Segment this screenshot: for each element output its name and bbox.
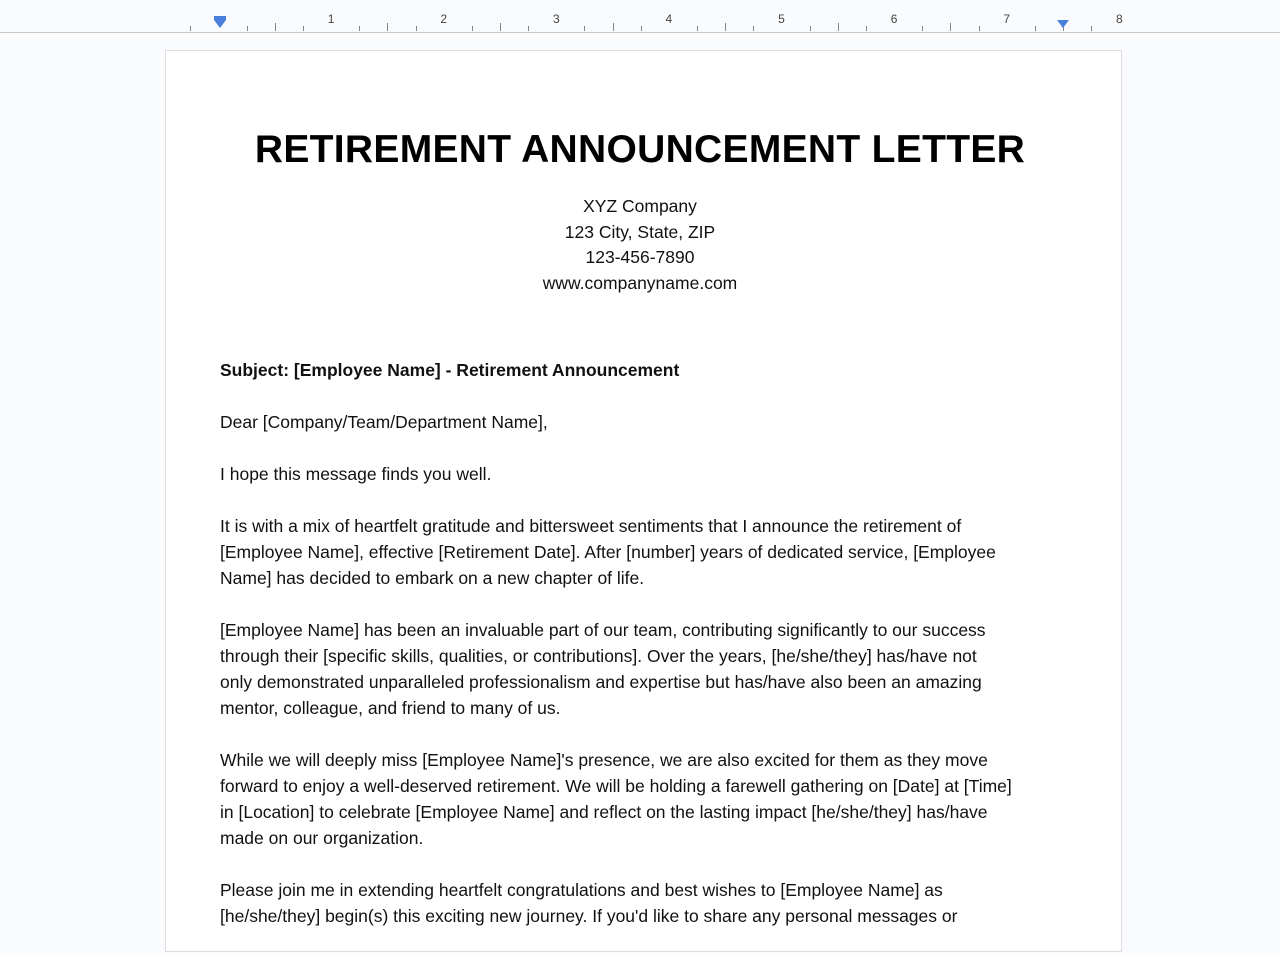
- company-name: XYZ Company: [583, 196, 697, 216]
- ruler-tick: [641, 26, 642, 31]
- ruler-tick: [387, 23, 388, 31]
- text-line: Name] has decided to embark on a new chapter of life.: [220, 568, 645, 588]
- text-line: I hope this message finds you well.: [220, 464, 492, 484]
- paragraph: [220, 877, 1100, 929]
- paragraph: [220, 747, 1100, 851]
- ruler-number: 3: [552, 12, 560, 26]
- text-line: [Employee Name], effective [Retirement Date]. After [number] years of dedicated service, [Employee: [220, 542, 996, 562]
- greeting: Dear [Company/Team/Department Name],: [220, 412, 548, 432]
- ruler-number: 1: [327, 12, 335, 26]
- horizontal-ruler[interactable]: [0, 0, 1280, 33]
- company-header: [0, 194, 1280, 297]
- ruler-tick: [950, 23, 951, 31]
- ruler-tick: [500, 23, 501, 31]
- ruler-tick: [753, 26, 754, 31]
- company-website: www.companyname.com: [542, 273, 738, 294]
- text-line: Please join me in extending heartfelt congratulations and best wishes to [Employee Name] as: [220, 880, 943, 900]
- ruler-tick: [303, 26, 304, 31]
- text-line: through their [specific skills, qualities, or contributions]. Over the years, [he/she/they] has/have not: [220, 646, 977, 666]
- text-line: While we will deeply miss [Employee Name]'s presence, we are also excited for them as they move: [220, 750, 988, 770]
- text-line: mentor, colleague, and friend to many of us.: [220, 698, 561, 718]
- company-phone: 123-456-7890: [585, 247, 695, 268]
- ruler-tick: [866, 26, 867, 31]
- ruler-tick: [472, 26, 473, 31]
- paragraph: [220, 617, 1100, 721]
- ruler-number: 5: [778, 12, 785, 26]
- text-line: [he/she/they] begin(s) this exciting new journey. If you'd like to share any personal messages or: [220, 906, 958, 926]
- ruler-tick: [838, 23, 839, 31]
- ruler-tick: [584, 26, 585, 31]
- ruler-tick: [1035, 26, 1036, 31]
- ruler-tick: [275, 23, 276, 31]
- subject-line: Subject: [Employee Name] - Retirement Announcement: [220, 360, 680, 380]
- document-title: RETIREMENT ANNOUNCEMENT LETTER: [254, 128, 1026, 171]
- paragraph: [220, 513, 1100, 591]
- ruler-tick: [190, 26, 191, 31]
- text-line: It is with a mix of heartfelt gratitude and bittersweet sentiments that I announce the retirement of: [220, 516, 962, 536]
- ruler-track: [165, 0, 1121, 32]
- company-address: 123 City, State, ZIP: [564, 221, 716, 242]
- text-line: made on our organization.: [220, 828, 424, 848]
- letter-body[interactable]: [220, 357, 1100, 955]
- text-line: forward to enjoy a well-deserved retirement. We will be holding a farewell gathering on [Date] at [Time]: [220, 776, 1012, 796]
- ruler-tick: [810, 26, 811, 31]
- ruler-tick: [359, 26, 360, 31]
- ruler-tick: [416, 26, 417, 31]
- ruler-tick: [979, 26, 980, 31]
- ruler-tick: [725, 23, 726, 31]
- paragraph: [220, 461, 1100, 487]
- ruler-tick: [247, 26, 248, 31]
- ruler-number: 2: [440, 12, 448, 26]
- text-line: only demonstrated unparalleled professionalism and expertise but has/have also been an amazing: [220, 672, 982, 692]
- text-line: [Employee Name] has been an invaluable part of our team, contributing significantly to our success: [220, 620, 986, 640]
- left-indent-marker[interactable]: [214, 20, 226, 28]
- ruler-tick: [613, 23, 614, 31]
- ruler-number: 4: [665, 12, 673, 26]
- ruler-number: 6: [890, 12, 898, 26]
- text-line: in [Location] to celebrate [Employee Name] and reflect on the lasting impact [he/she/they] has/have: [220, 802, 988, 822]
- ruler-number: 8: [1115, 12, 1123, 26]
- ruler-tick: [922, 26, 923, 31]
- ruler-tick: [528, 26, 529, 31]
- ruler-tick: [697, 26, 698, 31]
- ruler-number: 7: [1003, 12, 1011, 26]
- right-indent-marker[interactable]: [1057, 20, 1069, 28]
- ruler-tick: [1091, 26, 1092, 31]
